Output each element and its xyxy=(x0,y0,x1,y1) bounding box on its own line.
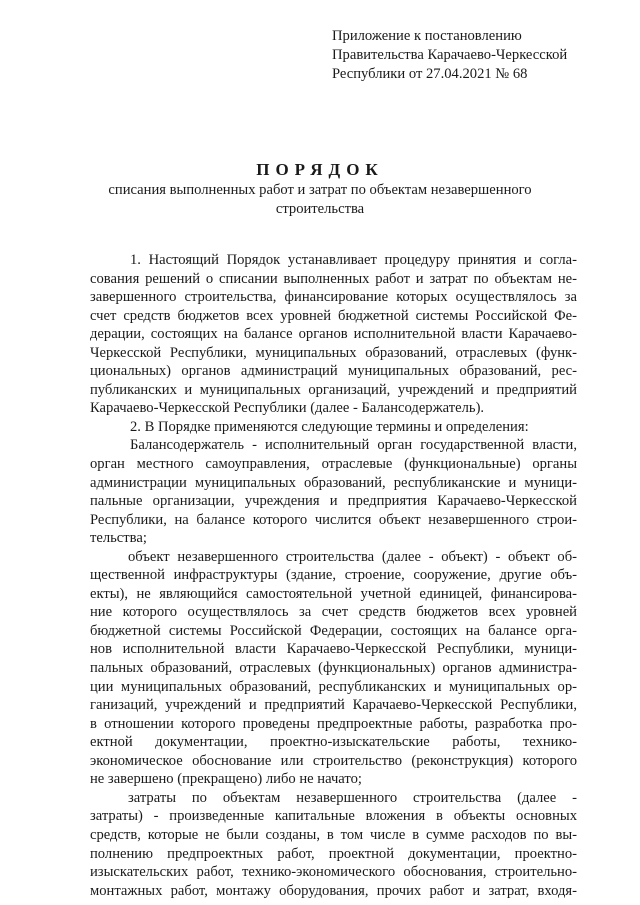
body-line: ции муниципальных образований, республиканских и муниципальных ор- xyxy=(90,678,577,695)
body-line: 1. Настоящий Порядок устанавливает процедуру принятия и согла- xyxy=(130,252,577,268)
body-line: счет средств бюджетов всех уровней бюджетной системы Российской Фе- xyxy=(90,307,577,324)
body-line: 2. В Порядке применяются следующие термины и определения: xyxy=(130,418,529,435)
body-line: сования решений о списании выполненных работ и затрат по объектам не- xyxy=(90,270,577,287)
appendix-line: Республики от 27.04.2021 № 68 xyxy=(332,66,528,82)
body-line: ектной документации, проектно-изыскательские работы, технико- xyxy=(90,734,577,751)
body-line: орган местного самоуправления, отраслевые (функциональные) органы xyxy=(90,456,577,473)
body-line: Республики, на балансе которого числится объект незавершенного строи- xyxy=(90,511,577,528)
body-line: изыскательских работ, технико-экономического обоснования, строительно- xyxy=(90,864,577,881)
body-line: ганизаций, учреждений и предприятий Карачаево-Черкесской Республики, xyxy=(90,697,577,714)
body-line: пальные организации, учреждения и предприятия Карачаево-Черкесской xyxy=(90,493,577,510)
body-line: полнению предпроектных работ, проектной документации, проектно- xyxy=(90,845,577,862)
body-line: в отношении которого проведены предпроектные работы, разработка про- xyxy=(90,715,577,732)
body-line: затраты по объектам незавершенного строительства (далее - xyxy=(128,789,577,806)
body-line: администрации муниципальных образований, республиканские и муници- xyxy=(90,474,577,491)
body-line: циональных) органов администраций муниципальных образований, рес- xyxy=(90,363,577,380)
body-line: объект незавершенного строительства (далее - объект) - объект об- xyxy=(128,548,577,565)
body-line: екты), не являющийся самостоятельной учетной единицей, финансирова- xyxy=(90,585,577,602)
body-line: монтажных работ, монтажу оборудования, прочих работ и затрат, входя- xyxy=(90,882,577,899)
subtitle-line: списания выполненных работ и затрат по объектам незавершенного xyxy=(108,182,532,198)
body-line: затраты) - произведенные капитальные вложения в объекты основных xyxy=(90,808,577,825)
body-line: не завершено (прекращено) либо не начато; xyxy=(90,771,362,788)
subtitle-line: строительства xyxy=(275,201,365,217)
body-line: нов исполнительной власти Карачаево-Черкесской Республики, муници- xyxy=(90,641,577,658)
body-line: Черкесской Республики, муниципальных образований, отраслевых (функ- xyxy=(90,344,577,361)
body-line: дерации, состоящих на балансе органов исполнительной власти Карачаево- xyxy=(90,326,577,343)
body-line: средств, которые не были созданы, в том числе в сумме расходов по вы- xyxy=(90,826,577,843)
body-line: Карачаево-Черкесской Республики (далее - Балансодержатель). xyxy=(90,400,485,417)
body-line: Балансодержатель - исполнительный орган государственной власти, xyxy=(130,437,577,454)
body-line: ние которого осуществлялось за счет средств бюджетов всех уровней xyxy=(90,604,577,621)
body-line: завершенного строительства, финансирование которых осуществлялось за xyxy=(90,289,577,306)
appendix-note xyxy=(332,27,622,84)
body-line: публиканских и муниципальных организаций, учреждений и предприятий xyxy=(90,381,577,398)
document-subtitle xyxy=(0,181,640,219)
appendix-line: Приложение к постановлению xyxy=(332,28,522,44)
document-title: ПОРЯДОК xyxy=(256,160,384,179)
body-line: тельства; xyxy=(90,530,147,547)
body-line: экономическое обоснование или строительство (реконструкция) которого xyxy=(90,752,577,769)
body-line: пальных образований, отраслевых (функциональных) органов администра- xyxy=(90,660,577,677)
body-line: щественной инфраструктуры (здание, строение, сооружение, другие объ- xyxy=(90,567,577,584)
document-body xyxy=(90,251,577,900)
body-line: бюджетной системы Российской Федерации, состоящих на балансе орга- xyxy=(90,622,577,639)
appendix-line: Правительства Карачаево-Черкесской xyxy=(332,47,568,63)
